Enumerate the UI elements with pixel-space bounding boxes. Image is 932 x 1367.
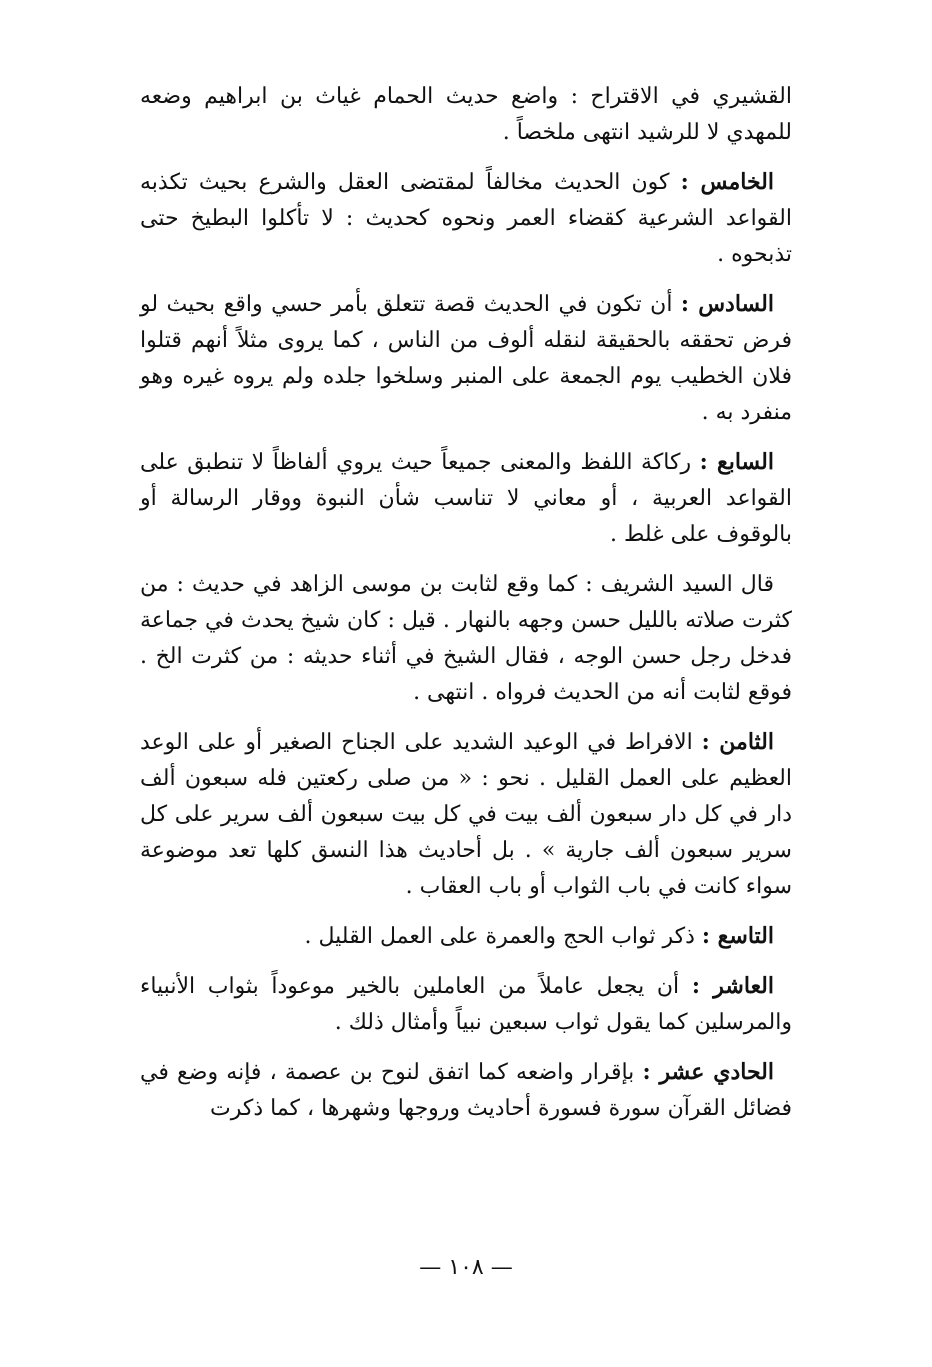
paragraph-10th <box>140 968 792 1041</box>
paragraph-text: الافراط في الوعيد الشديد على الجناح الصغير أو على الوعد العظيم على العمل القليل . نحو : « من صلى ركعتين فله سبعون ألف دار في كل دار سبعون ألف بيت في كل بيت سبعون ألف سرير على كل سرير سبعون ألف جارية » . بل أحاديث هذا النسق كلها تعد موضوعة سواء كانت في باب الثواب أو باب العقاب . <box>140 730 792 899</box>
paragraph-text: كون الحديث مخالفاً لمقتضى العقل والشرع بحيث تكذبه القواعد الشرعية كقضاء العمر ونحوه كحديث : لا تأكلوا البطيخ حتى تذبحوه . <box>140 170 792 267</box>
paragraph-text: ذكر ثواب الحج والعمرة على العمل القليل . <box>304 924 702 949</box>
paragraph-text: ركاكة اللفظ والمعنى جميعاً حيث يروي ألفاظاً لا تنطبق على القواعد العربية ، أو معاني لا تناسب شأن النبوة ووقار الرسالة أو بالوقوف على غلط . <box>140 450 792 547</box>
paragraph-text: قال السيد الشريف : كما وقع لثابت بن موسى الزاهد في حديث : من كثرت صلاته بالليل حسن وجهه بالنهار . قيل : كان شيخ يحدث في جماعة فدخل رجل حسن الوجه ، فقال الشيخ في أثناء حديثه : من كثرت الخ . فوقع لثابت أنه من الحديث فرواه . انتهى . <box>140 572 792 705</box>
paragraph-9th <box>140 918 792 955</box>
page-number: — ١٠٨ — <box>419 1255 513 1280</box>
paragraph-lead: الثامن : <box>701 729 774 755</box>
paragraph-lead: العاشر : <box>691 973 775 999</box>
paragraph-lead: الحادي عشر : <box>642 1059 774 1085</box>
paragraph-text: أن تكون في الحديث قصة تتعلق بأمر حسي واقع بحيث لو فرض تحققه بالحقيقة لنقله ألوف من الناس ، كما يروى مثلاً أنهم قتلوا فلان الخطيب يوم الجمعة على المنبر وسلخوا جلده ولم يروه غيره وهو منفرد به . <box>140 292 792 425</box>
paragraph-text: أن يجعل عاملاً من العاملين بالخير موعوداً بثواب الأنبياء والمرسلين كما يقول ثواب سبعين نبياً وأمثال ذلك . <box>140 974 792 1035</box>
paragraph-lead: السادس : <box>680 291 774 317</box>
paragraph-lead: الخامس : <box>680 169 774 195</box>
paragraph-7th <box>140 444 792 553</box>
paragraph-6th <box>140 286 792 431</box>
paragraph-text: القشيري في الاقتراح : واضع حديث الحمام غياث بن ابراهيم وضعه للمهدي لا للرشيد انتهى ملخصاً . <box>140 84 792 145</box>
paragraph-11th <box>140 1054 792 1127</box>
paragraph-8th <box>140 724 792 905</box>
paragraph-lead: التاسع : <box>701 923 774 949</box>
paragraph-sharif-quote <box>140 566 792 711</box>
paragraph-1 <box>140 78 792 151</box>
paragraph-text: بإقرار واضعه كما اتفق لنوح بن عصمة ، فإنه وضع في فضائل القرآن سورة فسورة أحاديث وروجها وشهرها ، كما ذكرت <box>140 1060 792 1121</box>
paragraph-5th <box>140 164 792 273</box>
paragraph-lead: السابع : <box>699 449 774 475</box>
page-body <box>140 78 792 1140</box>
